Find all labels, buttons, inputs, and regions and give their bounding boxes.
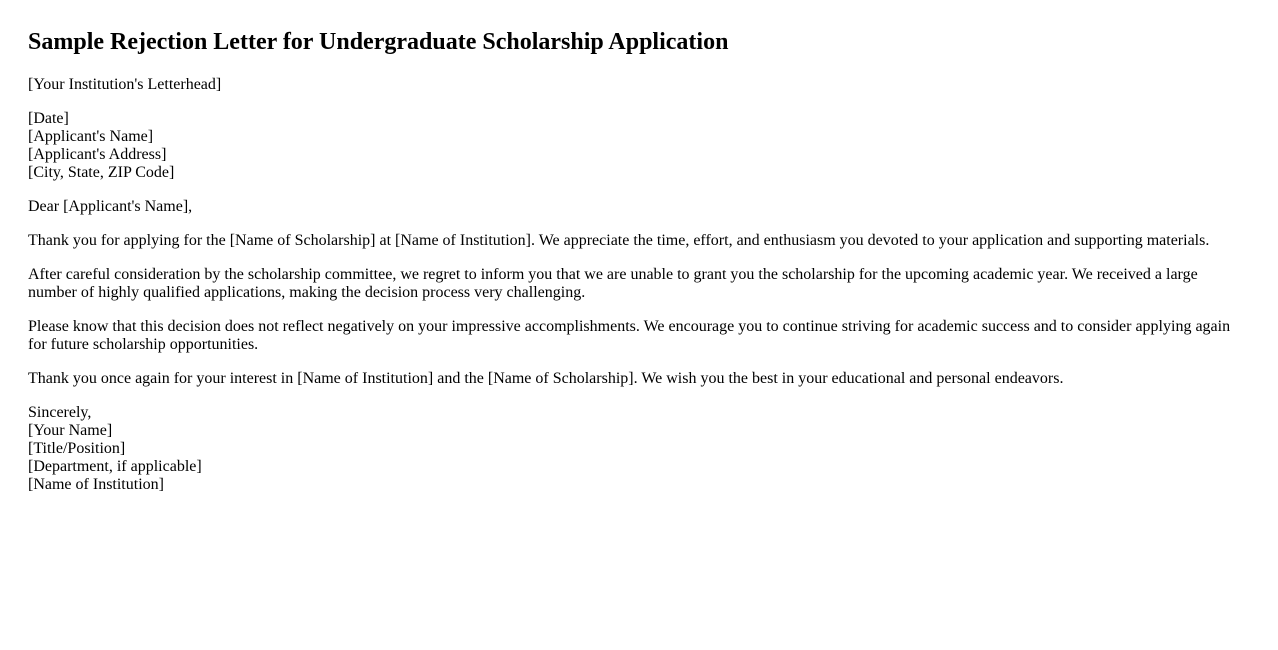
signature-sincerely: Sincerely, [28, 404, 92, 421]
signature-institution: [Name of Institution] [28, 476, 164, 493]
salutation: Dear [Applicant's Name], [28, 198, 193, 215]
address-city-state-zip: [City, State, ZIP Code] [28, 164, 175, 181]
letterhead: [Your Institution's Letterhead] [28, 76, 222, 93]
signature-department: [Department, if applicable] [28, 458, 202, 475]
body-paragraph-decision: After careful consideration by the scholarship committee, we regret to inform you that we are unable to grant you the scholarship for the upcoming academic year. We received a large number of highly qualified applications, making the decision process very challenging. [28, 266, 1198, 301]
body-paragraph-thanks: Thank you for applying for the [Name of Scholarship] at [Name of Institution]. We appreciate the time, effort, and enthusiasm you devoted to your application and supporting materials. [28, 232, 1210, 249]
address-date: [Date] [28, 110, 69, 127]
signature-block [28, 404, 1250, 494]
address-applicant-address: [Applicant's Address] [28, 146, 167, 163]
body-paragraph-closing: Thank you once again for your interest in [Name of Institution] and the [Name of Scholarship]. We wish you the best in your educational and personal endeavors. [28, 370, 1064, 387]
address-block [28, 110, 1250, 182]
signature-name: [Your Name] [28, 422, 113, 439]
body-paragraph-encouragement: Please know that this decision does not reflect negatively on your impressive accomplishments. We encourage you to continue striving for academic success and to consider applying again for future scholarship opportunities. [28, 318, 1231, 353]
address-applicant-name: [Applicant's Name] [28, 128, 154, 145]
signature-title: [Title/Position] [28, 440, 126, 457]
page-title: Sample Rejection Letter for Undergraduate Scholarship Application [28, 29, 729, 55]
